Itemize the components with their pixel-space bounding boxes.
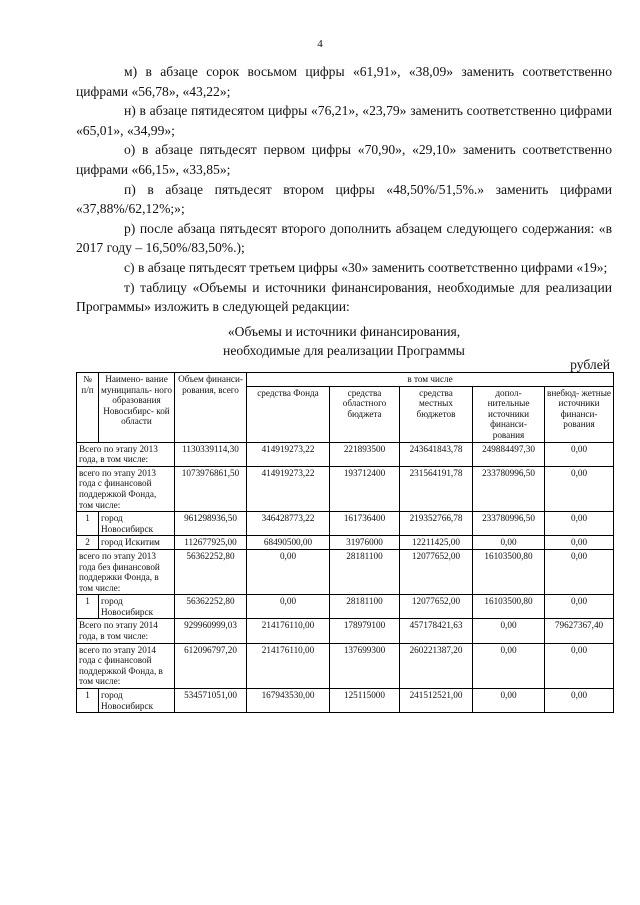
- cell-local: 241512521,00: [400, 689, 473, 713]
- paragraph-r: р) после абзаца пятьдесят второго дополнить абзацем следующего содержания: «в 2017 году – 16,50%/83,50%.);: [76, 220, 612, 256]
- table-row: [77, 549, 614, 594]
- table-row: [77, 643, 614, 688]
- cell-regional: 125115000: [330, 689, 400, 713]
- row-label: всего по этапу 2014 года с финансовой поддержкой Фонда, в том числе:: [77, 643, 175, 688]
- financing-table: [76, 372, 614, 713]
- cell-additional: 16103500,80: [473, 549, 545, 594]
- amendments-text: [76, 62, 612, 317]
- row-label: всего по этапу 2013 года с финансовой поддержкой Фонда, том числе:: [77, 466, 175, 511]
- cell-local: 457178421,63: [400, 619, 473, 643]
- cell-total: 112677925,00: [175, 536, 247, 550]
- cell-regional: 28181100: [330, 549, 400, 594]
- header-total: Объем финанси- рования, всего: [175, 373, 247, 443]
- row-label: Всего по этапу 2014 года, в том числе:: [77, 619, 175, 643]
- table-header-row: [77, 373, 614, 387]
- cell-regional: 28181100: [330, 595, 400, 619]
- cell-total: 56362252,80: [175, 595, 247, 619]
- row-label: город Новосибирск: [99, 595, 175, 619]
- cell-local: 219352766,78: [400, 512, 473, 536]
- unit-label: рублей: [570, 357, 610, 372]
- row-number: 1: [77, 689, 99, 713]
- cell-local: 260221387,20: [400, 643, 473, 688]
- cell-local: 12211425,00: [400, 536, 473, 550]
- cell-additional: 16103500,80: [473, 595, 545, 619]
- table-row: [77, 619, 614, 643]
- row-number: 1: [77, 595, 99, 619]
- header-num: № п/п: [77, 373, 99, 443]
- cell-offbudget: 0,00: [545, 689, 614, 713]
- table-row: [77, 536, 614, 550]
- cell-offbudget: 0,00: [545, 512, 614, 536]
- cell-fund: 214176110,00: [247, 643, 330, 688]
- cell-fund: 0,00: [247, 595, 330, 619]
- cell-additional: 0,00: [473, 619, 545, 643]
- cell-total: 1073976861,50: [175, 466, 247, 511]
- table-title-line2: необходимые для реализации Программы: [223, 343, 465, 358]
- header-offbudget: внебюд- жетные источники финанси- рования: [545, 386, 614, 442]
- cell-offbudget: 79627367,40: [545, 619, 614, 643]
- cell-regional: 221893500: [330, 442, 400, 466]
- row-label: Всего по этапу 2013 года, в том числе:: [77, 442, 175, 466]
- cell-offbudget: 0,00: [545, 442, 614, 466]
- cell-additional: 0,00: [473, 643, 545, 688]
- paragraph-o: о) в абзаце пятьдесят первом цифры «70,90», «29,10» заменить соответственно цифрами «66,15», «33,85»;: [76, 142, 612, 177]
- header-local: средства местных бюджетов: [400, 386, 473, 442]
- header-name: Наимено- вание муниципаль- ного образования Новосибирс- кой области: [99, 373, 175, 443]
- cell-additional: 0,00: [473, 689, 545, 713]
- cell-total: 929960999,03: [175, 619, 247, 643]
- row-number: 2: [77, 536, 99, 550]
- cell-regional: 193712400: [330, 466, 400, 511]
- paragraph-p: п) в абзаце пятьдесят втором цифры «48,50%/51,5%.» заменить цифрами «37,88%/62,12%;»;: [76, 181, 612, 217]
- cell-offbudget: 0,00: [545, 595, 614, 619]
- cell-fund: 0,00: [247, 549, 330, 594]
- row-number: 1: [77, 512, 99, 536]
- cell-additional: 249884497,30: [473, 442, 545, 466]
- row-label: город Искитим: [99, 536, 175, 550]
- cell-total: 1130339114,30: [175, 442, 247, 466]
- table-row: [77, 595, 614, 619]
- cell-local: 243641843,78: [400, 442, 473, 466]
- cell-fund: 167943530,00: [247, 689, 330, 713]
- cell-fund: 414919273,22: [247, 466, 330, 511]
- table-row: [77, 466, 614, 511]
- cell-fund: 214176110,00: [247, 619, 330, 643]
- header-including: в том числе: [247, 373, 614, 387]
- row-label: город Новосибирск: [99, 512, 175, 536]
- header-fund: средства Фонда: [247, 386, 330, 442]
- cell-local: 12077652,00: [400, 549, 473, 594]
- cell-total: 961298936,50: [175, 512, 247, 536]
- table-row: [77, 442, 614, 466]
- row-label: всего по этапу 2013 года без финансовой поддержки Фонда, в том числе:: [77, 549, 175, 594]
- cell-local: 231564191,78: [400, 466, 473, 511]
- header-regional: средства областного бюджета: [330, 386, 400, 442]
- cell-local: 12077652,00: [400, 595, 473, 619]
- paragraph-n: н) в абзаце пятидесятом цифры «76,21», «23,79» заменить соответственно цифрами «65,01», «34,99»;: [76, 103, 612, 138]
- paragraph-t: т) таблицу «Объемы и источники финансирования, необходимые для реализации Программы» изложить в следующей редакции:: [76, 279, 612, 315]
- paragraph-s: с) в абзаце пятьдесят третьем цифры «30» заменить соответственно цифрами «19»;: [124, 259, 608, 275]
- cell-regional: 178979100: [330, 619, 400, 643]
- cell-offbudget: 0,00: [545, 536, 614, 550]
- table-body: [77, 442, 614, 713]
- cell-regional: 137699300: [330, 643, 400, 688]
- cell-fund: 346428773,22: [247, 512, 330, 536]
- cell-additional: 0,00: [473, 536, 545, 550]
- table-row: [77, 512, 614, 536]
- cell-offbudget: 0,00: [545, 643, 614, 688]
- table-title: [76, 322, 612, 360]
- cell-regional: 161736400: [330, 512, 400, 536]
- cell-offbudget: 0,00: [545, 466, 614, 511]
- table-title-line1: «Объемы и источники финансирования,: [227, 324, 461, 339]
- page-number: 4: [317, 38, 323, 50]
- cell-total: 534571051,00: [175, 689, 247, 713]
- paragraph-m: м) в абзаце сорок восьмом цифры «61,91», «38,09» заменить соответственно цифрами «56,78», «43,22»;: [76, 64, 612, 99]
- cell-total: 56362252,80: [175, 549, 247, 594]
- row-label: город Новосибирск: [99, 689, 175, 713]
- header-additional: допол- нительные источники финанси- рования: [473, 386, 545, 442]
- cell-additional: 233780996,50: [473, 466, 545, 511]
- cell-offbudget: 0,00: [545, 549, 614, 594]
- cell-fund: 414919273,22: [247, 442, 330, 466]
- cell-total: 612096797,20: [175, 643, 247, 688]
- cell-fund: 68490500,00: [247, 536, 330, 550]
- cell-additional: 233780996,50: [473, 512, 545, 536]
- cell-regional: 31976000: [330, 536, 400, 550]
- table-row: [77, 689, 614, 713]
